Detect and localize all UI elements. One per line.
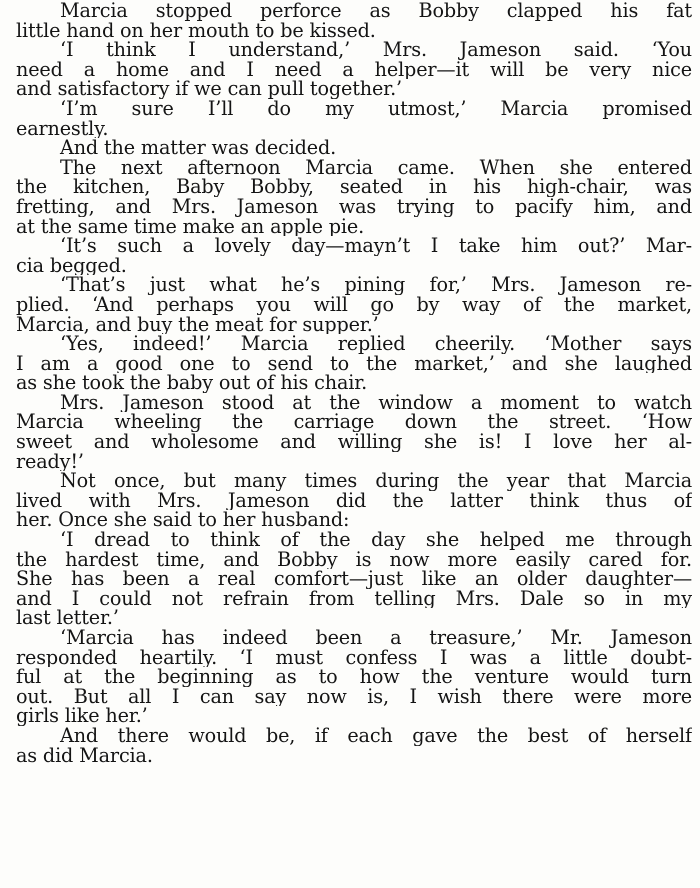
- text-line: and satisfactory if we can pull together.’: [16, 79, 402, 99]
- text-line: Marcia wheeling the carriage down the street. ‘How: [16, 412, 692, 433]
- story-text-body: [16, 1, 692, 765]
- text-line: ‘I think I understand,’ Mrs. Jameson said. ‘You: [60, 40, 692, 60]
- text-line: Marcia stopped perforce as Bobby clapped his fat: [60, 1, 692, 21]
- text-line: plied. ‘And perhaps you will go by way of the market,: [16, 294, 692, 315]
- text-line: last letter.’: [16, 608, 119, 628]
- text-line: Marcia, and buy the meat for supper.’: [16, 314, 379, 335]
- text-line: as did Marcia.: [16, 745, 153, 766]
- text-line: And the matter was decided.: [60, 138, 337, 158]
- text-line: The next afternoon Marcia came. When she entered: [60, 157, 692, 178]
- text-line: ‘Yes, indeed!’ Marcia replied cheerily. ‘Mother says: [60, 334, 692, 354]
- text-line: Not once, but many times during the year that Marcia: [60, 471, 692, 491]
- text-line: Mrs. Jameson stood at the window a moment to watch: [60, 392, 692, 413]
- text-line: at the same time make an apple pie.: [16, 216, 365, 237]
- text-line: the hardest time, and Bobby is now more easily cared for.: [16, 549, 692, 570]
- text-line: the kitchen, Baby Bobby, seated in his high-chair, was: [16, 177, 692, 197]
- text-line: lived with Mrs. Jameson did the latter think thus of: [16, 490, 692, 511]
- text-line: girls like her.’: [16, 706, 148, 726]
- text-line: ‘I’m sure I’ll do my utmost,’ Marcia promised: [60, 98, 692, 119]
- text-line: ‘That’s just what he’s pining for,’ Mrs. Jameson re-: [60, 275, 692, 295]
- text-line: ‘It’s such a lovely day—mayn’t I take him out?’ Mar-: [60, 236, 692, 256]
- text-line: sweet and wholesome and willing she is! I love her al-: [16, 432, 692, 452]
- text-line: cia begged.: [16, 255, 127, 276]
- text-line: ‘Marcia has indeed been a treasure,’ Mr. Jameson: [60, 628, 692, 648]
- text-line: as she took the baby out of his chair.: [16, 373, 368, 393]
- text-line: I am a good one to send to the market,’ and she laughed: [16, 353, 692, 374]
- text-line: her. Once she said to her husband:: [16, 510, 350, 531]
- text-line: She has been a real comfort—just like an older daughter—: [16, 569, 692, 589]
- text-line: responded heartily. ‘I must confess I was a little doubt-: [16, 647, 692, 668]
- text-line: ready!’: [16, 451, 84, 472]
- text-line: ‘I dread to think of the day she helped me through: [60, 530, 692, 550]
- text-line: little hand on her mouth to be kissed.: [16, 20, 376, 41]
- text-line: And there would be, if each gave the best of herself: [60, 725, 692, 746]
- text-line: out. But all I can say now is, I wish there were more: [16, 686, 692, 707]
- text-line: and I could not refrain from telling Mrs. Dale so in my: [16, 588, 692, 609]
- text-line: earnestly.: [16, 118, 109, 139]
- text-line: ful at the beginning as to how the venture would turn: [16, 667, 692, 687]
- text-line: fretting, and Mrs. Jameson was trying to pacify him, and: [16, 196, 692, 217]
- text-line: need a home and I need a helper—it will be very nice: [16, 59, 692, 80]
